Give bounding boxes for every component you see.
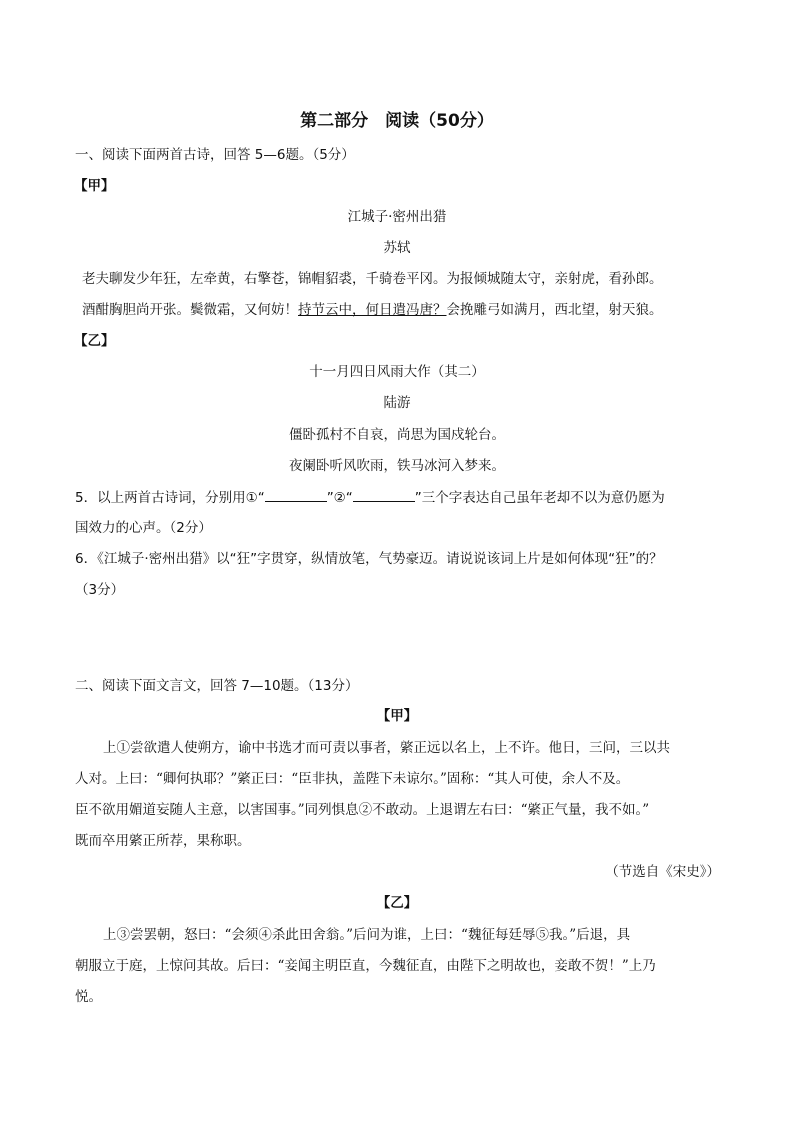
part-title: 第二部分 阅读（50分） — [300, 111, 494, 131]
passage2-line2: 朝服立于庭，上惊问其故。后曰：“妾闻主明臣直，今魏征直，由陛下之明故也，妾敢不贺！”上乃 — [75, 958, 656, 974]
poem2-line1: 僵卧孤村不自哀，尚思为国戍轮台。 — [289, 427, 505, 443]
jia-label: 【甲】 — [74, 178, 115, 194]
passage1-line2: 人对。上曰：“卿何执耶？”綮正曰：“臣非执，盖陛下未谅尔。”固称：“其人可使，余人不及。 — [75, 771, 630, 787]
passage1-line4: 既而卒用綮正所荐，果称职。 — [75, 833, 251, 849]
question-5 — [75, 487, 665, 508]
q5-text-a: 5．以上两首古诗词，分别用①“ — [75, 490, 265, 506]
question-5-line2: 国效力的心声。（2分） — [75, 520, 212, 536]
question-6-line2: （3分） — [75, 582, 125, 598]
section2-heading: 二、阅读下面文言文，回答 7—10题。（13分） — [75, 678, 359, 694]
passage2-line1: 上③尝罢朝，怒曰：“会须④杀此田舍翁。”后问为谁，上曰：“魏征每廷辱⑤我。”后退，具 — [103, 927, 631, 943]
poem1-line2-b: 会挽雕弓如满月，西北望，射天狼。 — [446, 302, 663, 318]
poem1-line2 — [82, 300, 663, 320]
question-6: 6．《江城子·密州出猎》以“狂”字贯穿，纵情放笔，气势豪迈。请说说该词上片是如何体现“狂”的？ — [75, 551, 663, 567]
passage2-line3: 悦。 — [75, 989, 102, 1005]
yi-label-2: 【乙】 — [376, 895, 418, 911]
passage1-line3: 臣不欲用媚道妄随人主意，以害国事。”同列惧息②不敢动。上退谓左右曰：“綮正气量，我不如。” — [75, 802, 650, 818]
poem1-line1: 老夫聊发少年狂，左牵黄，右擎苍，锦帽貂裘，千骑卷平冈。为报倾城随太守，亲射虎，看孙郎。 — [82, 271, 663, 287]
poem1-author: 苏轼 — [383, 240, 411, 256]
q5-text-c: ”三个字表达自己虽年老却不以为意仍愿为 — [414, 490, 665, 506]
poem2-title: 十一月四日风雨大作（其二） — [309, 364, 485, 380]
yi-label: 【乙】 — [74, 333, 115, 349]
section1-heading: 一、阅读下面两首古诗，回答 5—6题。（5分） — [75, 147, 355, 163]
passage1-line1: 上①尝欲遣人使朔方，谕中书选才而可责以事者，綮正远以名上，上不许。他日，三问，三以共 — [103, 740, 670, 756]
q5-text-b: ”②“ — [326, 490, 353, 506]
poem2-author: 陆游 — [383, 395, 411, 411]
poem2-line2: 夜阑卧听风吹雨，铁马冰河入梦来。 — [289, 458, 505, 474]
jia-label-2: 【甲】 — [376, 708, 418, 724]
source-citation: （节选自《宋史》） — [605, 864, 720, 880]
poem1-underlined-text: 持节云中，何日遣冯唐？ — [298, 302, 447, 318]
poem1-title: 江城子·密州出猎 — [347, 209, 447, 225]
answer-blank-2[interactable] — [353, 487, 415, 502]
poem1-line2-a: 酒酣胸胆尚开张。鬓微霜，又何妨！ — [82, 302, 298, 318]
answer-blank-1[interactable] — [265, 487, 327, 502]
